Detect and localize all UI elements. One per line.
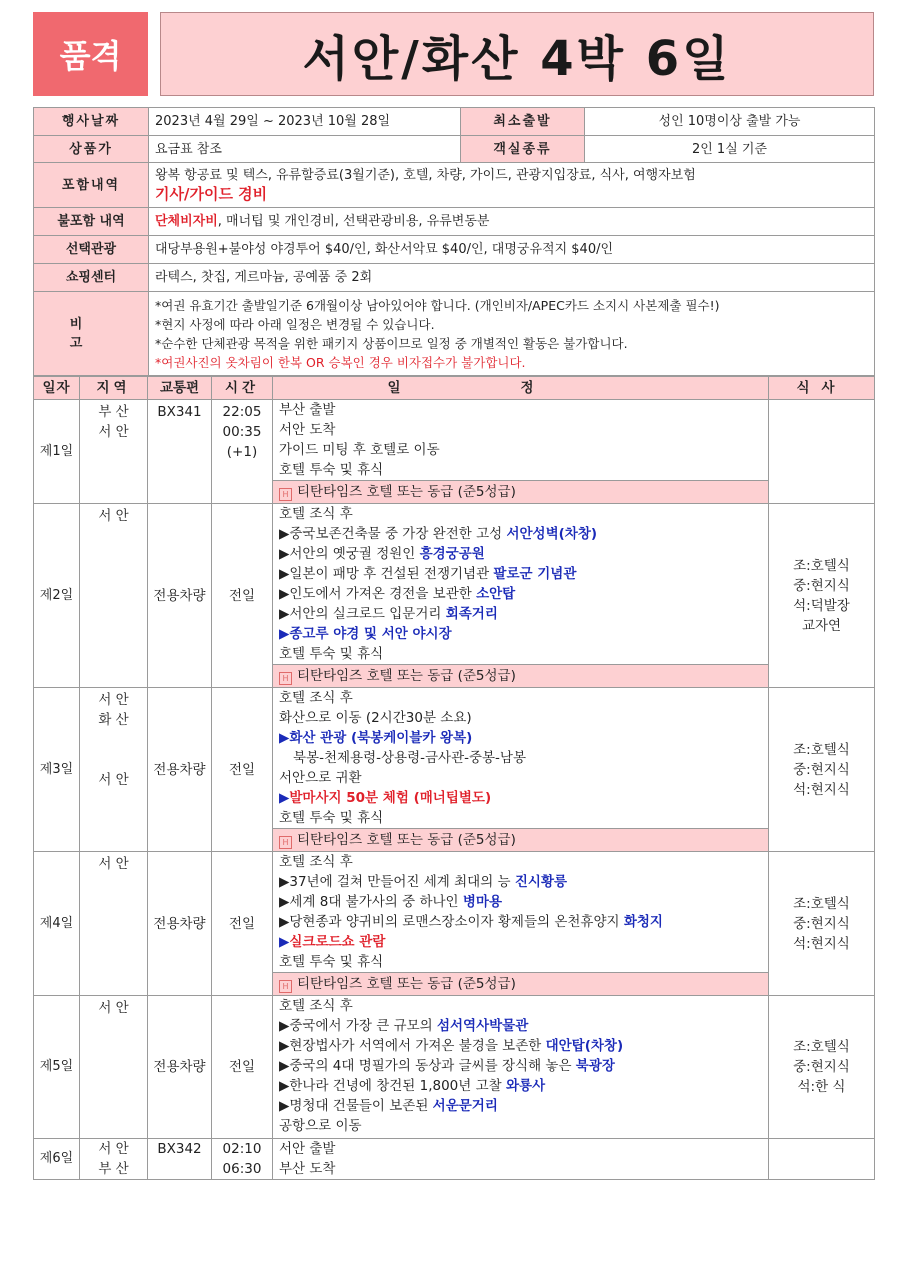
time: (+1) — [226, 444, 258, 460]
header-time: 시간 — [212, 377, 273, 400]
time: 22:05 — [222, 404, 262, 420]
highlight: 북광장 — [575, 1058, 615, 1074]
shop-value: 라텍스, 찻집, 게르마늄, 공예품 중 2회 — [149, 264, 875, 292]
schedule-table — [33, 376, 875, 1180]
plan-line: ▶실크로드쇼 관람 — [279, 934, 386, 950]
plan-line: ▶서안의 실크로드 입문거리 회족거리 — [279, 606, 498, 622]
city: 부 산 — [98, 1161, 129, 1177]
room-value: 2인 1실 기준 — [585, 136, 875, 163]
meal-item: 조:호텔식 — [793, 557, 850, 574]
day-time — [212, 400, 273, 504]
plan-line: ▶명청대 건물들이 보존된 서운문거리 — [279, 1098, 498, 1114]
date-value: 2023년 4월 29일 ~ 2023년 10월 28일 — [149, 108, 461, 136]
plan-line: 서안 출발 — [279, 1141, 336, 1157]
city: 서 안 — [98, 692, 129, 708]
header-region: 지역 — [80, 377, 148, 400]
highlight: 서안성벽(차창) — [506, 526, 598, 542]
day-transport: 전용차량 — [148, 996, 212, 1139]
highlight: 섬서역사박물관 — [436, 1018, 529, 1034]
date-label: 행사날짜 — [34, 108, 149, 136]
meal-item: 석:한 식 — [797, 1079, 846, 1095]
plan-line: ▶서안의 옛궁궐 정원인 흥경궁공원 — [279, 546, 485, 562]
note-label: 비 고 — [34, 292, 149, 376]
plan-line: 호텔 투숙 및 휴식 — [279, 646, 384, 662]
note-line: *순수한 단체관광 목적을 위한 패키지 상품이므로 일정 중 개별적인 활동은 불가합니다. — [155, 335, 628, 351]
day-meal — [769, 996, 875, 1139]
highlight: 회족거리 — [445, 606, 498, 622]
plan-line: 공항으로 이동 — [279, 1118, 362, 1134]
city: 서 안 — [98, 508, 129, 524]
day-cities — [80, 504, 148, 688]
day-cities — [80, 688, 148, 852]
day-cities — [80, 996, 148, 1139]
plan-line: 서안으로 귀환 — [279, 770, 362, 786]
plan-line: 호텔 조식 후 — [279, 854, 353, 870]
highlight: 와룡사 — [505, 1078, 546, 1094]
excl-red: 단체비자비 — [155, 214, 218, 229]
hotel-icon: H — [279, 672, 292, 685]
city: 부 산 — [98, 404, 129, 420]
hotel-name: 티탄타임즈 호텔 또는 동급 (준5성급) — [297, 668, 516, 684]
plan-line: 호텔 조식 후 — [279, 506, 353, 522]
plan-line: ▶당현종과 양귀비의 로맨스장소이자 황제들의 온천휴양지 화청지 — [279, 914, 663, 930]
hotel-name: 티탄타임즈 호텔 또는 동급 (준5성급) — [297, 832, 516, 848]
meal-item: 조:호텔식 — [793, 1039, 850, 1055]
incl-label: 포함내역 — [34, 163, 149, 208]
plan-line: 호텔 조식 후 — [279, 690, 353, 706]
day-time: 전일 — [212, 852, 273, 996]
day-label: 제4일 — [34, 852, 80, 996]
highlight: 흥경궁공원 — [419, 546, 485, 562]
highlight: 대안탑(차창) — [545, 1038, 624, 1054]
highlight-red: 발마사지 50분 체험 (매너팁별도) — [289, 790, 492, 806]
page-title: 서안/화산 4박 6일 — [160, 12, 874, 96]
day-label: 제3일 — [34, 688, 80, 852]
highlight: 소안탑 — [476, 586, 516, 602]
plan-line: ▶37년에 걸쳐 만들어진 세계 최대의 능 진시황릉 — [279, 874, 568, 890]
plan-line: ▶현장법사가 서역에서 가져온 불경을 보존한 대안탑(차창) — [279, 1038, 624, 1054]
city: 서 안 — [98, 1141, 129, 1157]
incl-line2: 기사/가이드 경비 — [155, 185, 268, 203]
note-line: *여권 유효기간 출발일기준 6개월이상 남아있어야 합니다. (개인비자/APEC카드 소지시 사본제출 필수!) — [155, 297, 720, 313]
meal-item: 조:호텔식 — [793, 895, 850, 912]
day-label: 제6일 — [34, 1139, 80, 1180]
plan-line: 서안 도착 — [279, 422, 336, 438]
plan-line: 호텔 투숙 및 휴식 — [279, 954, 384, 970]
highlight: 진시황릉 — [514, 874, 568, 890]
day-cities — [80, 1139, 148, 1180]
page-header — [33, 12, 874, 96]
note-line-red: *여권사진의 옷차림이 한복 OR 승복인 경우 비자접수가 불가합니다. — [155, 354, 526, 370]
plan-line: 호텔 투숙 및 휴식 — [279, 810, 384, 826]
day-meal — [769, 400, 875, 504]
plan-line: ▶중국의 4대 명필가의 동상과 글씨를 장식해 놓은 북광장 — [279, 1058, 615, 1074]
plan-line: ▶화산 관광 (북봉케이블카 왕복) — [279, 730, 473, 746]
city: 화 산 — [98, 712, 129, 728]
min-value: 성인 10명이상 출발 가능 — [585, 108, 875, 136]
incl-value — [149, 163, 875, 208]
hotel-row — [273, 829, 769, 852]
day-cities — [80, 852, 148, 996]
incl-line1: 왕복 항공료 및 텍스, 유류할증료(3월기준), 호텔, 차량, 가이드, 관광지입장료, 식사, 여행자보험 — [155, 168, 696, 183]
day-meal — [769, 504, 875, 688]
price-value: 요금표 참조 — [149, 136, 461, 163]
header-plan: 일정 — [273, 377, 769, 400]
day-meal — [769, 688, 875, 852]
day-time: 전일 — [212, 996, 273, 1139]
hotel-row — [273, 665, 769, 688]
plan-line: ▶중국에서 가장 큰 규모의 섬서역사박물관 — [279, 1018, 529, 1034]
plan-line: ▶세계 8대 불가사의 중 하나인 병마용 — [279, 894, 503, 910]
meal-item: 석:현지식 — [793, 935, 850, 952]
city: 서 안 — [98, 772, 129, 788]
plan-line: ▶발마사지 50분 체험 (매너팁별도) — [279, 790, 492, 806]
highlight-red: 실크로드쇼 관람 — [289, 934, 386, 950]
day-time: 전일 — [212, 504, 273, 688]
room-label: 객실종류 — [461, 136, 585, 163]
day-label: 제2일 — [34, 504, 80, 688]
option-label: 선택관광 — [34, 236, 149, 264]
day-plan — [273, 1139, 769, 1180]
day-transport: 전용차량 — [148, 852, 212, 996]
plan-line: 부산 도착 — [279, 1161, 336, 1177]
excl-value — [149, 208, 875, 236]
plan-line: 북봉-천제용령-상용령-금사관-중봉-남봉 — [293, 750, 527, 766]
day-transport: BX342 — [148, 1139, 212, 1180]
plan-line: 가이드 미팅 후 호텔로 이동 — [279, 442, 440, 458]
day-time — [212, 1139, 273, 1180]
day-plan — [273, 688, 769, 829]
plan-line: ▶중국보존건축물 중 가장 완전한 고성 서안성벽(차창) — [279, 526, 598, 542]
grade-badge: 품격 — [33, 12, 148, 96]
plan-line: ▶인도에서 가져온 경전을 보관한 소안탑 — [279, 586, 516, 602]
day-label: 제5일 — [34, 996, 80, 1139]
hotel-name: 티탄타임즈 호텔 또는 동급 (준5성급) — [297, 484, 516, 500]
shop-label: 쇼핑센터 — [34, 264, 149, 292]
hotel-icon: H — [279, 980, 292, 993]
meal-item: 석:덕발장 — [793, 597, 850, 614]
highlight: 병마용 — [462, 894, 503, 910]
day-transport: BX341 — [148, 400, 212, 504]
city: 서 안 — [98, 424, 129, 440]
day-plan — [273, 504, 769, 665]
day-meal — [769, 852, 875, 996]
note-value — [149, 292, 875, 376]
city: 서 안 — [98, 856, 129, 872]
excl-rest: , 매너팁 및 개인경비, 선택관광비용, 유류변동분 — [217, 214, 490, 229]
info-table — [33, 107, 875, 376]
time: 06:30 — [222, 1161, 262, 1177]
excl-label: 불포함 내역 — [34, 208, 149, 236]
time: 00:35 — [222, 424, 262, 440]
day-meal — [769, 1139, 875, 1180]
hotel-icon: H — [279, 488, 292, 501]
meal-item: 중:현지식 — [793, 761, 850, 778]
hotel-row — [273, 973, 769, 996]
plan-line: 호텔 조식 후 — [279, 998, 353, 1014]
meal-item: 중:현지식 — [793, 1059, 850, 1075]
plan-line: 부산 출발 — [279, 402, 336, 418]
day-transport: 전용차량 — [148, 688, 212, 852]
day-time: 전일 — [212, 688, 273, 852]
highlight: 팔로군 기념관 — [493, 566, 577, 582]
min-label: 최소출발 — [461, 108, 585, 136]
day-label: 제1일 — [34, 400, 80, 504]
option-value: 대당부용원+불야성 야경투어 $40/인, 화산서악묘 $40/인, 대명궁유적지 $40/인 — [149, 236, 875, 264]
highlight: 화청지 — [623, 914, 663, 930]
hotel-row — [273, 481, 769, 504]
meal-item: 교자연 — [801, 617, 842, 634]
meal-item: 석:현지식 — [793, 781, 850, 798]
header-transport: 교통편 — [148, 377, 212, 400]
plan-line: ▶한나라 건녕에 창건된 1,800년 고찰 와룡사 — [279, 1078, 546, 1094]
plan-line: 호텔 투숙 및 휴식 — [279, 462, 384, 478]
highlight: 서운문거리 — [432, 1098, 498, 1114]
meal-item: 조:호텔식 — [793, 741, 850, 758]
city: 서 안 — [98, 1000, 129, 1016]
price-label: 상품가 — [34, 136, 149, 163]
day-cities — [80, 400, 148, 504]
note-line: *현지 사정에 따라 아래 일정은 변경될 수 있습니다. — [155, 316, 435, 332]
plan-line: ▶일본이 패망 후 건설된 전쟁기념관 팔로군 기념관 — [279, 566, 577, 582]
meal-item: 중:현지식 — [793, 915, 850, 932]
plan-line: ▶종고루 야경 및 서안 야시장 — [279, 626, 452, 642]
day-plan — [273, 996, 769, 1139]
header-meal: 식사 — [769, 377, 875, 400]
meal-item: 중:현지식 — [793, 577, 850, 594]
day-transport: 전용차량 — [148, 504, 212, 688]
plan-line: 화산으로 이동 (2시간30분 소요) — [279, 710, 472, 726]
day-plan — [273, 400, 769, 481]
header-day: 일자 — [34, 377, 80, 400]
day-plan — [273, 852, 769, 973]
hotel-name: 티탄타임즈 호텔 또는 동급 (준5성급) — [297, 976, 516, 992]
hotel-icon: H — [279, 836, 292, 849]
time: 02:10 — [222, 1141, 262, 1157]
